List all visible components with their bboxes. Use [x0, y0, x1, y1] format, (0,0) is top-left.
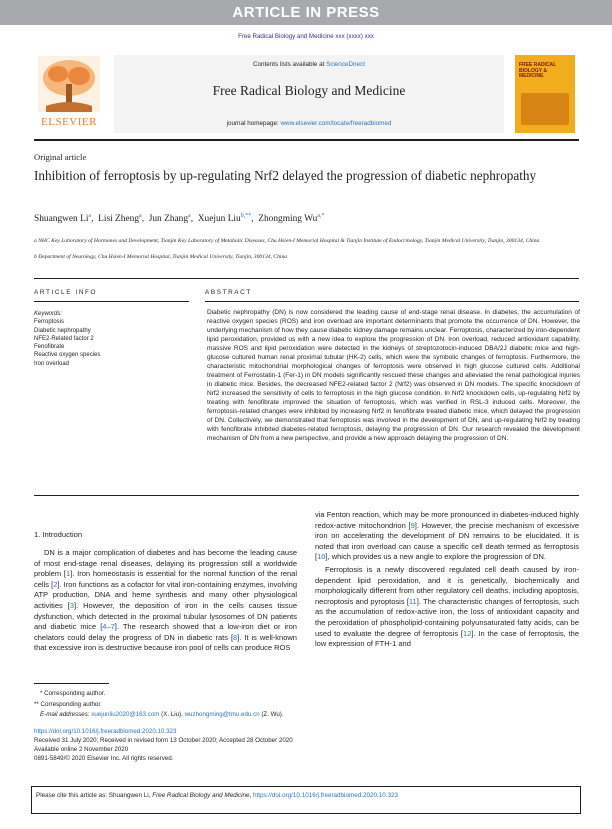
author-affil-mark[interactable]: b,** [240, 213, 252, 219]
intro-right-paragraph-2 [315, 565, 579, 650]
article-info-rule [34, 301, 189, 302]
affiliation-rule [34, 278, 579, 279]
paragraph-indent [34, 548, 44, 557]
body-text: via Fenton reaction, which may be more pronounced in diabetes-induced highly redox-active mitochondrion [ [315, 510, 579, 530]
intro-right-paragraph-1 [315, 510, 579, 563]
corresponding-author-2: ** Corresponding author. [34, 700, 102, 708]
email-link[interactable]: xuejunliu2020@163.com [91, 711, 160, 718]
body-text: ]. Iron homeostasis is essential for the normal function of the renal cells [ [34, 569, 297, 589]
author-name[interactable]: Lisi Zheng [98, 214, 140, 225]
citation-ref-link[interactable]: 3 [69, 600, 74, 610]
copyright: 0891-5849/© 2020 Elsevier Inc. All rights reserved. [34, 754, 174, 762]
article-title: Inhibition of ferroptosis by up-regulating Nrf2 delayed the progression of diabetic nephropathy [34, 168, 537, 183]
author-affil-mark[interactable]: a [188, 213, 191, 219]
header-rule [34, 139, 579, 141]
body-text: DN is a major complication of diabetes and has become the leading cause of most end-stage renal diseases, delaying its progression still a worldwide problem [ [34, 548, 297, 579]
citation-ref-link[interactable]: 9 [410, 520, 415, 530]
elsevier-logo[interactable] [34, 54, 104, 134]
email-suffix: (Z. Wu). [259, 711, 284, 718]
body-text: ], which provides us a new angle to explore the progression of DN. [325, 552, 546, 562]
citation-ref-link[interactable]: 12 [463, 628, 472, 638]
corresponding-author-1: * Corresponding author. [40, 690, 106, 697]
citation-ref-link[interactable]: 8 [233, 632, 238, 642]
section-heading-introduction: 1. Introduction [34, 530, 83, 539]
body-text: ]. The research showed that a low-iron diet or iron chelators could delay the progress of DN in diabetic rats [ [34, 622, 297, 642]
author-name[interactable]: Zhongming Wu [258, 214, 318, 225]
author-name[interactable]: Jun Zhang [148, 214, 189, 225]
abstract-bottom-rule [34, 495, 579, 496]
intro-right-column [315, 510, 579, 650]
available-online: Available online 2 November 2020 [34, 745, 129, 753]
citation-box [31, 786, 581, 814]
citation-text [36, 792, 576, 799]
journal-homepage-link[interactable]: www.elsevier.com/locate/freeradbiomed [280, 120, 392, 127]
journal-cover-image[interactable] [515, 55, 575, 133]
homepage-prefix: journal homepage: [226, 120, 281, 127]
article-in-press-banner: ARTICLE IN PRESS [0, 0, 612, 25]
email-label: E-mail addresses: [40, 711, 92, 718]
body-text: ]. However, the precise mechanism of excessive iron on accelerating the development of DN remains to be elucidated. It is noted that iron overload can cause a specific cell death termed as ferroptosis [ [315, 520, 579, 562]
citation-ref-link[interactable]: 10 [317, 552, 326, 562]
journal-homepage-line [114, 120, 504, 127]
keywords-block [34, 310, 174, 368]
body-text: ]. In the case of ferroptosis, the low expression of FTH-1 and [315, 628, 579, 649]
contents-line [114, 61, 504, 68]
citation-ref-link[interactable]: 2 [53, 579, 58, 589]
citation-ref-link[interactable]: 4–7 [102, 622, 115, 632]
abstract-heading: ABSTRACT [205, 289, 252, 296]
body-text: ]. Iron functions as a cofactor for vital iron-containing enzymes, involving ATP production, DNA and heme synthesis and many other physiological activities [ [34, 579, 297, 610]
intro-left-column [34, 548, 297, 654]
citation-doi-link[interactable]: https://doi.org/10.1016/j.freeradbiomed.2020.10.323 [253, 792, 398, 799]
citation-journal: Free Radical Biology and Medicine [152, 792, 250, 799]
citation-ref-link[interactable]: 1 [66, 569, 71, 579]
footnote-rule [34, 683, 109, 684]
abstract-text: Diabetic nephropathy (DN) is now considered the leading cause of end-stage renal disease. In diabetes, the accumulation of reactive oxygen species (ROS) and iron overload are important determinants that promote the occurrence of DN. However, the underlying mechanism of how they cause diabetic kidney damage remains unclear. Ferroptosis, characterized by iron-dependent lipid peroxidation, provided us with a new idea to explore the progression of DN. Iron overload, reduced antioxidant capability, massive ROS and lipid peroxidation were detected in the kidneys of streptozotocin-induced DBA/2J diabetic mice and high-glucose cultured human renal proximal tubular (HK-2) cells, which were the symbolic changes of ferroptosis. Furthermore, the characteristic mitochondrial morphological changes of ferroptosis were observed in high glucose cultured cells. Additional treatment of Ferrostatin-1 (Fer-1) in DN models significantly rescued these changes and alleviated the renal pathological injuries in diabetic mice. Besides, the decreased NFE2-related factor 2 (Nrf2) was observed in DN models. The specific knockdown of Nrf2 increased the sensitivity of cells to ferroptosis in the high glucose condition. In Nrf2 knockdown cells, up-regulating Nrf2 by treating with fenofibrate improved the situation of ferroptosis, which was verified in RSL-3 induced cells. Moreover, the ferroptosis-related changes were inhibited by increasing Nrf2 in fenofibrate treated diabetic mice, which delayed the progression of DN. Collectively, we demonstrated that ferroptosis was involved in the development of DN, and up-regulating Nrf2 by treating with fenofibrate inhibited diabetes-related ferroptosis, delaying the progression of DN. Our research revealed the development mechanism of DN from a new perspective, and provide a new approach delaying the progression of DN. [207, 309, 580, 442]
footnotes [34, 689, 574, 763]
citation-ref-link[interactable]: 11 [408, 596, 417, 606]
keyword: Diabetic nephropathy [34, 327, 91, 334]
citation-prefix: Please cite this article as: Shuangwen Li, [36, 792, 153, 799]
article-info-heading: ARTICLE INFO [34, 289, 98, 296]
email-suffix: (X. Liu), [159, 711, 185, 718]
body-text: Ferroptosis is a newly discovered regulated cell death caused by iron-dependent lipid peroxidation, and it is genetically, biochemically and morphologically different from other regulatory cell deaths, including apoptosis, necroptosis and pyroptosis [ [315, 564, 579, 606]
author-affil-mark[interactable]: a [139, 213, 142, 219]
journal-title: Free Radical Biology and Medicine [212, 83, 406, 98]
sciencedirect-link[interactable]: ScienceDirect [326, 61, 365, 68]
body-text: ]. The characteristic changes of ferroptosis, such as the accumulation of redox-active iron, the loss of antioxidant capacity and the peroxidation of phospholipid-containing polyunsaturated fatty acids, can be used to evaluate the degree of ferroptosis [ [315, 596, 579, 638]
author-name[interactable]: Xuejun Liu [197, 214, 241, 225]
cover-title: FREE RADICAL BIOLOGY & MEDICINE [519, 62, 557, 80]
abstract-rule [205, 301, 579, 302]
journal-citation-line[interactable]: Free Radical Biology and Medicine xxx (xxxx) xxx [238, 33, 374, 40]
author-affil-mark[interactable]: a [88, 213, 92, 219]
keyword: NFE2-Related factor 2 [34, 335, 94, 342]
body-text: ]. However, the deposition of iron in the cells causes tissue dysfunction, which detected in the proximal tubular lysosomes of DN patients and diabetic mice [ [34, 600, 297, 632]
author-name[interactable]: Shuangwen Li [34, 214, 89, 225]
received-dates: Received 31 July 2020; Received in revised form 13 October 2020; Accepted 28 October 2020 [34, 736, 293, 744]
affiliation-a: a NHC Key Laboratory of Hormones and Development, Tianjin Key Laboratory of Metabolic Diseases, Chu Hsien-I Memorial Hospital & Tianjin Institute of Endocrinology, Tianjin Medical University, Tianjin, 300134, China [34, 238, 540, 244]
article-type: Original article [34, 152, 87, 162]
citation-sep: , [249, 792, 254, 799]
keyword: Ferroptosis [34, 319, 65, 326]
doi-link[interactable]: https://doi.org/10.1016/j.freeradbiomed.2020.10.323 [34, 727, 177, 735]
body-text: ]. It is well-known that excessive iron is destructive because iron pool of cells can produce ROS [34, 632, 297, 653]
keywords-label: Keywords: [34, 311, 63, 317]
keyword: Fenofibrate [34, 344, 65, 351]
email-line [34, 710, 574, 721]
keyword: Reactive oxygen species [34, 352, 101, 359]
author-affil-mark[interactable]: a,* [317, 213, 325, 219]
cover-artwork [521, 93, 569, 125]
email-link[interactable]: wuzhongming@tmu.edu.cn [184, 711, 260, 718]
publisher-name: ELSEVIER [41, 116, 97, 128]
contents-prefix: Contents lists available at [252, 61, 327, 68]
author-list: Shuangwen Li$^a$, Lisi Zheng$^a$, Jun Zhang$^a$, Xuejun Liu$^{b,**}$, Zhongming $Wu^{a,*}$ [34, 213, 325, 225]
keyword: Iron overload [34, 360, 70, 367]
affiliation-b: b Department of Neurology, Chu Hsien-I Memorial Hospital, Tianjin Medical University, Tianjin, 300134, China [34, 254, 288, 260]
